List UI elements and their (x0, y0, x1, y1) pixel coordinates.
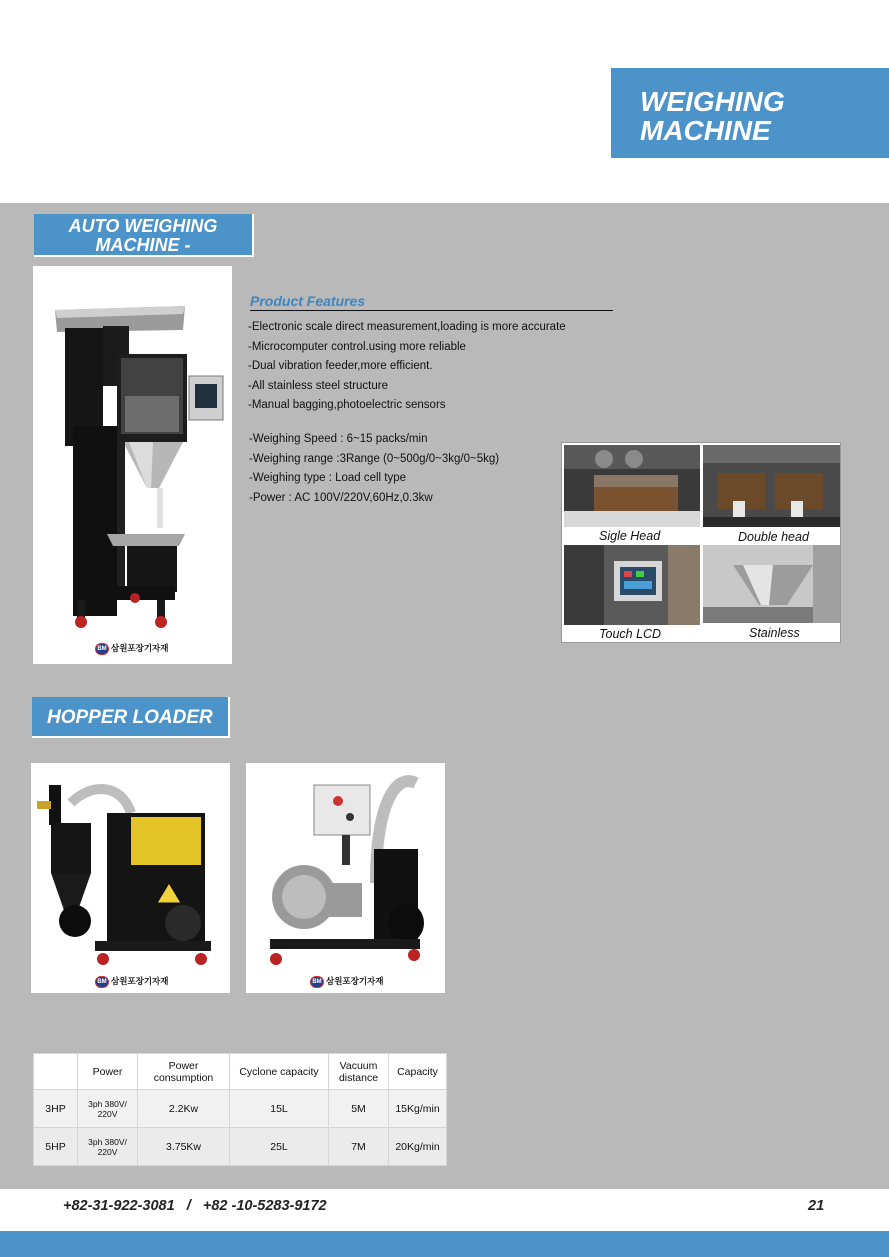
spec-item: -Weighing Speed : 6~15 packs/min (249, 433, 428, 445)
features-list (248, 318, 566, 416)
brand-logo (95, 975, 168, 988)
table-cell: 2.2Kw (138, 1090, 230, 1128)
feature-item: -All stainless steel structure (248, 379, 388, 392)
brand-name: 삼원포장기자재 (111, 976, 169, 986)
hopper-loader-photo-2 (246, 763, 445, 993)
table-cell: 3ph 380V/ 220V (78, 1128, 138, 1166)
weighing-machine-illustration (33, 266, 232, 664)
feature-item: -Manual bagging,photoelectric sensors (248, 399, 446, 412)
stainless-photo (703, 545, 840, 623)
brand-name: 삼원포장기자재 (111, 643, 169, 653)
hopper-spec-table (33, 1053, 447, 1166)
thumb-caption-touch-lcd: Touch LCD (599, 627, 662, 641)
auto-weighing-label (34, 214, 254, 257)
hopper-loader-illustration-1 (31, 763, 230, 993)
hopper-loader-photo-1 (31, 763, 230, 993)
auto-weighing-label-line1: AUTO WEIGHING (68, 216, 218, 236)
table-cell: 25L (230, 1128, 329, 1166)
table-header-cell: Power (78, 1054, 138, 1090)
page-number: 21 (808, 1198, 825, 1214)
hopper-loader-label: HOPPER LOADER (32, 697, 230, 738)
double-head-photo (703, 445, 840, 527)
table-row (34, 1128, 447, 1166)
table-header-cell (34, 1054, 78, 1090)
touch-lcd-photo (564, 545, 700, 625)
page-title (611, 68, 889, 158)
brand-badge-icon: BM (310, 976, 324, 988)
table-cell: 20Kg/min (389, 1128, 447, 1166)
table-header-cell: Cyclone capacity (230, 1054, 329, 1090)
spec-item: -Weighing range :3Range (0~500g/0~3kg/0~5kg) (249, 452, 500, 465)
table-cell: 15L (230, 1090, 329, 1128)
brand-logo (310, 975, 383, 988)
table-header-cell: Vacuum distance (329, 1054, 389, 1090)
spec-item: -Power : AC 100V/220V,60Hz,0.3kw (249, 491, 433, 504)
weighing-machine-photo (33, 266, 232, 664)
table-header-cell: Power consumption (138, 1054, 230, 1090)
brand-logo (95, 642, 168, 655)
table-cell: 15Kg/min (389, 1090, 447, 1128)
spec-item: -Weighing type : Load cell type (249, 472, 407, 484)
brand-badge-icon: BM (95, 643, 109, 655)
table-cell: 7M (329, 1128, 389, 1166)
detail-photo-grid (561, 442, 841, 643)
page-title-line1: WEIGHING (640, 86, 785, 117)
product-features-title: Product Features (250, 293, 613, 311)
specs-list (249, 430, 499, 508)
table-cell: 5HP (34, 1128, 78, 1166)
thumb-caption-stainless: Stainless (749, 626, 800, 640)
feature-item: -Electronic scale direct measurement,loading is more accurate (248, 321, 566, 333)
feature-item: -Microcomputer control.using more reliable (248, 340, 466, 353)
table-cell: 3HP (34, 1090, 78, 1128)
page-title-line2: MACHINE (640, 115, 771, 146)
table-cell: 3.75Kw (138, 1128, 230, 1166)
auto-weighing-label-line2: MACHINE - (95, 235, 191, 255)
table-cell: 5M (329, 1090, 389, 1128)
single-head-photo (564, 445, 700, 527)
brand-badge-icon: BM (95, 976, 109, 988)
table-header-row (34, 1054, 447, 1090)
table-cell: 3ph 380V/ 220V (78, 1090, 138, 1128)
footer-bar (0, 1231, 889, 1257)
footer-phone: +82-31-922-3081 / +82 -10-5283-9172 (63, 1198, 327, 1214)
thumb-caption-single-head: Sigle Head (599, 529, 661, 543)
table-row (34, 1090, 447, 1128)
thumb-caption-double-head: Double head (738, 530, 809, 544)
brand-name: 삼원포장기자재 (326, 976, 384, 986)
feature-item: -Dual vibration feeder,more efficient. (248, 360, 433, 373)
table-header-cell: Capacity (389, 1054, 447, 1090)
hopper-loader-illustration-2 (246, 763, 445, 993)
